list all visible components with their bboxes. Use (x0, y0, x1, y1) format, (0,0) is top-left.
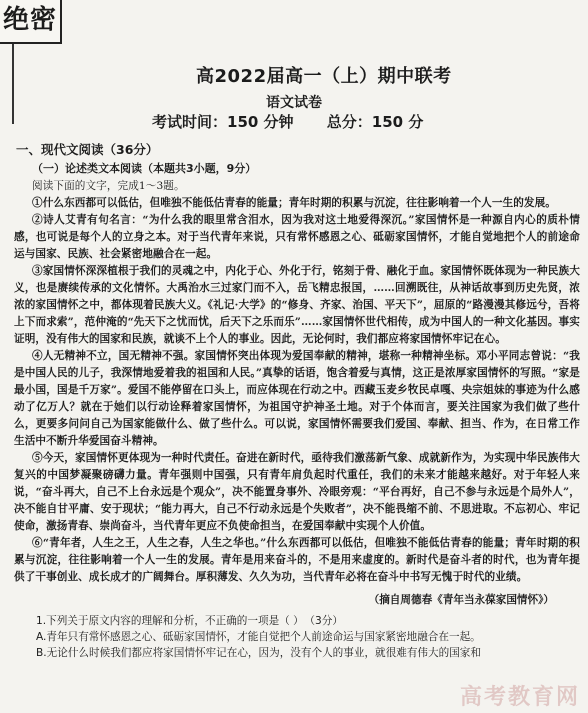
paragraph-5: ⑤今天，家国情怀更体现为一种时代责任。奋进在新时代，亟待我们激荡新气象、成就新作为，为实现中华民族伟大复兴的中国梦凝聚磅礴力量。青年强则中国强，只有青年肩负起时代重任，我们的未来才能越来越好。对于年轻人来说，“奋斗再大，自己不上台永远是个观众”，决不能置身事外、冷眼旁观：“平台再好，自己不参与永远是个局外人”，决不能自甘平庸、安于现状；“能力再大，自己不行动永远是个失败者”，决不能畏缩不前、不思进取。不忘初心、牢记使命，激扬青春、崇尚奋斗，当代青年更应不负使命担当，在爱国奉献中实现个人价值。 (14, 452, 580, 532)
exam-time: 考试时间：150 分钟 (152, 113, 294, 131)
paragraph-6: ⑥“青年者，人生之王，人生之春，人生之华也。”什么东西都可以低估，但唯独不能低估青春的能量；青年时期的积累与沉淀，往往影响着一个人一生的发展。青年是用来奋斗的，不是用来虚度的。新时代是奋斗者的时代，也为青年提供了干事创业、成长成才的广阔舞台。厚积薄发、久久为功，当代青年必将在奋斗中书写无愧于时代的业绩。 (14, 537, 580, 583)
section-heading: 一、现代文阅读（36分） (16, 142, 159, 157)
question-score: （3分） (309, 615, 343, 627)
option-b: B.无论什么时候我们都应将家国情怀牢记在心，因为，没有个人的事业，就很难有伟大的国家和 (36, 647, 481, 659)
scan-edge (0, 44, 14, 124)
exam-title: 高2022届高一（上）期中联考 (196, 66, 452, 87)
watermark: 高考教育网 (459, 685, 580, 710)
paragraph-1: ①什么东西都可以低估，但唯独不能低估青春的能量；青年时期的积累与沉淀，往往影响着一个人一生的发展。 (32, 197, 556, 209)
instruction: 阅读下面的文字，完成1～3题。 (32, 180, 185, 192)
exam-score: 总分：150 分 (326, 113, 424, 131)
option-a: A.青年只有常怀感恩之心、砥砺家国情怀，才能自觉把个人前途命运与国家紧密地融合在一起。 (36, 631, 481, 643)
exam-info (152, 111, 451, 132)
paragraph-3: ③家国情怀深深植根于我们的灵魂之中，内化于心、外化于行，铭刻于骨、融化于血。家国情怀既体现为一种民族大义，也是赓续传承的文化情怀。大禹治水三过家门而不入，岳飞精忠报国，……回溯既往，从神话故事到历史先贤，浓浓的家国情怀之中，都体现着民族大义。《礼记·大学》的“修身、齐家、治国、平天下”，屈原的“路漫漫其修远兮，吾将上下而求索”，范仲淹的“先天下之忧而忧，后天下之乐而乐”……家国情怀世代相传，成为中国人的一种文化基因。事实证明，没有伟大的国家和民族，就谈不上个人的事业。因此，无论何时，我们都应将家国情怀牢记在心。 (14, 265, 580, 345)
paragraph-2: ②诗人艾青有句名言：“为什么我的眼里常含泪水，因为我对这土地爱得深沉。”家国情怀是一种源自内心的质朴情感，也可说是每个人的立身之本。对于当代青年来说，只有常怀感恩之心、砥砺家国情怀，才能自觉地把个人的前途命运与国家、民族、社会紧密地融合在一起。 (14, 214, 580, 260)
article-source: （摘自周德春《青年当永葆家国情怀》） (368, 594, 554, 606)
exam-subtitle: 语文试卷 (266, 95, 322, 111)
question-stem: 1.下列关于原文内容的理解和分析，不正确的一项是（ ） (36, 615, 304, 627)
question-1 (36, 613, 580, 629)
exam-body (14, 140, 580, 661)
confidential-stamp: 绝密 (0, 0, 62, 44)
paragraph-4: ④人无精神不立，国无精神不强。家国情怀突出体现为爱国奉献的精神，堪称一种精神坐标。邓小平同志曾说：“我是中国人民的儿子，我深情地爱着我的祖国和人民。”真挚的话语，饱含着爱与真情，这正是浓厚家国情怀的写照。“家是最小国，国是千万家”。爱国不能停留在口头上，而应体现在行动之中。西藏玉麦乡牧民卓嘎、央宗姐妹的事迹为什么感动了亿万人？就在于她们以行动诠释着家国情怀，为祖国守护神圣土地。对于个体而言，要关注国家为我们做了些什么，更要多问问自己为国家能做什么、做了些什么。可以说，家国情怀需要我们爱国、奉献、担当、作为，在日常工作生活中不断升华爱国奋斗精神。 (14, 350, 580, 447)
sub-heading: （一）论述类文本阅读（本题共3小题，9分） (32, 162, 257, 175)
